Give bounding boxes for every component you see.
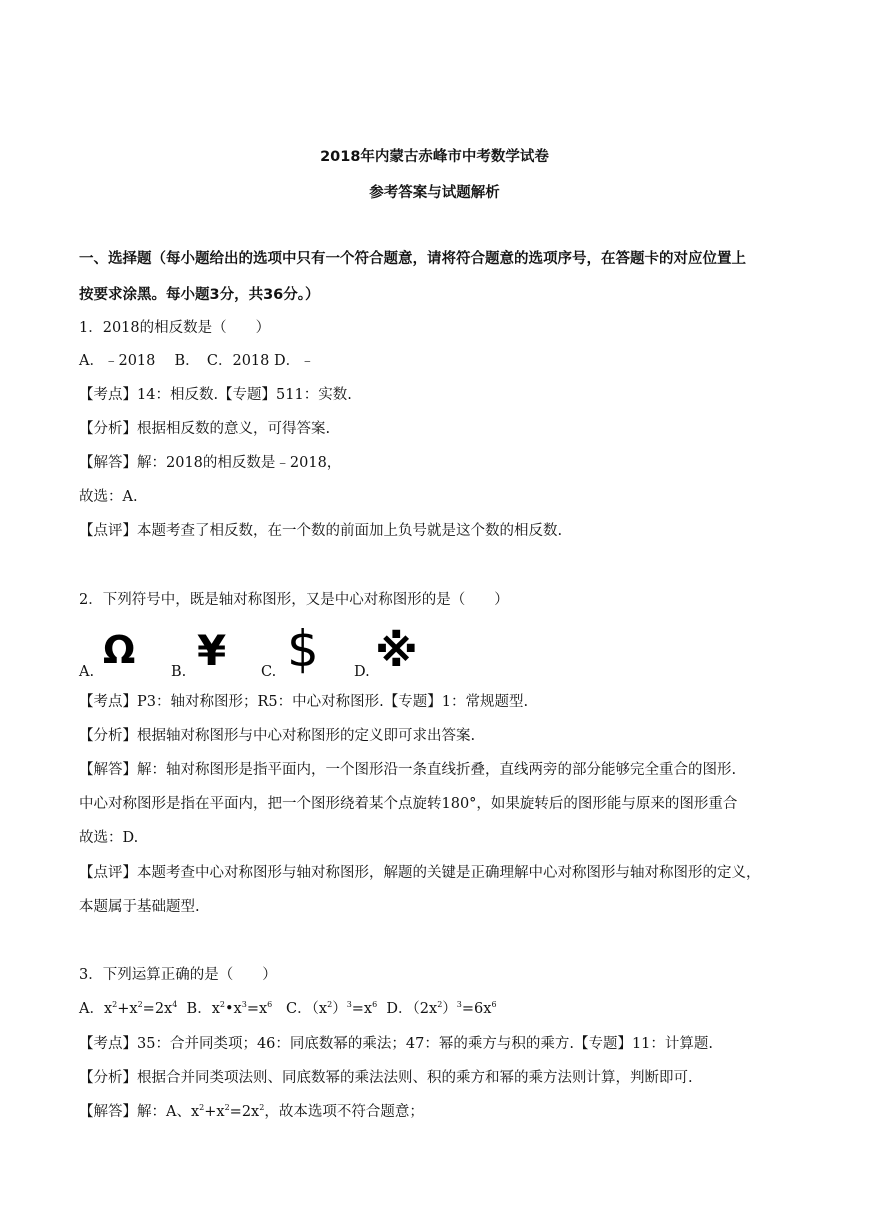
reference-mark-symbol-icon: ※ xyxy=(375,626,418,677)
q3-kaodian: 【考点】35：合并同类项；46：同底数幂的乘法；47：幂的乘方与积的乘方.【专题】11：计算题. xyxy=(79,1036,714,1052)
q3-options: A．$x^2+x^2=2x^4$ B．$x^2•x^3=x^6$ C．$(x^2)^3=x^6$ D．$(2x^2)^3=6x^6$ xyxy=(79,1000,497,1017)
q1-guxuan: 故选：A. xyxy=(79,489,138,505)
yen-symbol-icon: ¥ xyxy=(197,626,227,675)
q3-stem: 3．下列运算正确的是（ ） xyxy=(79,967,277,983)
q2-option-d-label: D. xyxy=(354,664,370,680)
q2-option-c-label: C. xyxy=(261,664,277,680)
q1-fenxi: 【分析】根据相反数的意义，可得答案. xyxy=(79,421,331,437)
q1-jieda: 【解答】解：2018的相反数是﹣2018， xyxy=(79,455,342,471)
q2-guxuan: 故选：D. xyxy=(79,830,139,846)
q1-dianping: 【点评】本题考查了相反数，在一个数的前面加上负号就是这个数的相反数. xyxy=(79,523,563,539)
q2-fenxi: 【分析】根据轴对称图形与中心对称图形的定义即可求出答案. xyxy=(79,728,476,744)
q2-option-b-label: B. xyxy=(171,664,187,680)
q2-option-a-label: A. xyxy=(79,664,95,680)
page-subtitle: 参考答案与试题解析 xyxy=(369,185,500,201)
q1-kaodian: 【考点】14：相反数.【专题】511：实数. xyxy=(79,387,352,403)
q2-dianping-line1: 【点评】本题考查中心对称图形与轴对称图形，解题的关键是正确理解中心对称图形与轴对称图形的定义， xyxy=(79,865,761,881)
q2-dianping-line2: 本题属于基础题型. xyxy=(79,899,200,915)
q2-kaodian: 【考点】P3：轴对称图形；R5：中心对称图形.【专题】1：常规题型. xyxy=(79,694,529,710)
section-heading-line1: 一、选择题（每小题给出的选项中只有一个符合题意，请将符合题意的选项序号，在答题卡的对应位置上 xyxy=(79,251,746,267)
q1-stem: 1．2018的相反数是（ ） xyxy=(79,320,271,336)
dollar-symbol-icon: $ xyxy=(287,620,319,678)
q2-options xyxy=(79,618,499,682)
q2-stem: 2．下列符号中，既是轴对称图形，又是中心对称图形的是（ ） xyxy=(79,592,509,608)
q1-options: A．﹣2018 B． C．2018 D．﹣ xyxy=(79,353,315,369)
q3-fenxi: 【分析】根据合并同类项法则、同底数幂的乘法法则、积的乘方和幂的乘方法则计算，判断即可. xyxy=(79,1070,693,1086)
section-heading-line2: 按要求涂黑。每小题3分，共36分。） xyxy=(79,287,320,303)
q2-jieda-line1: 【解答】解：轴对称图形是指平面内，一个图形沿一条直线折叠，直线两旁的部分能够完全重合的图形. xyxy=(79,762,737,778)
omega-symbol-icon: Ω xyxy=(103,628,136,672)
q3-jieda: 【解答】解：A、$x^2+x^2=2x^2$，故本选项不符合题意； xyxy=(79,1103,424,1120)
page-title: 2018年内蒙古赤峰市中考数学试卷 xyxy=(320,149,549,165)
q2-jieda-line2: 中心对称图形是指在平面内，把一个图形绕着某个点旋转180°，如果旋转后的图形能与原来的图形重合 xyxy=(79,796,738,812)
